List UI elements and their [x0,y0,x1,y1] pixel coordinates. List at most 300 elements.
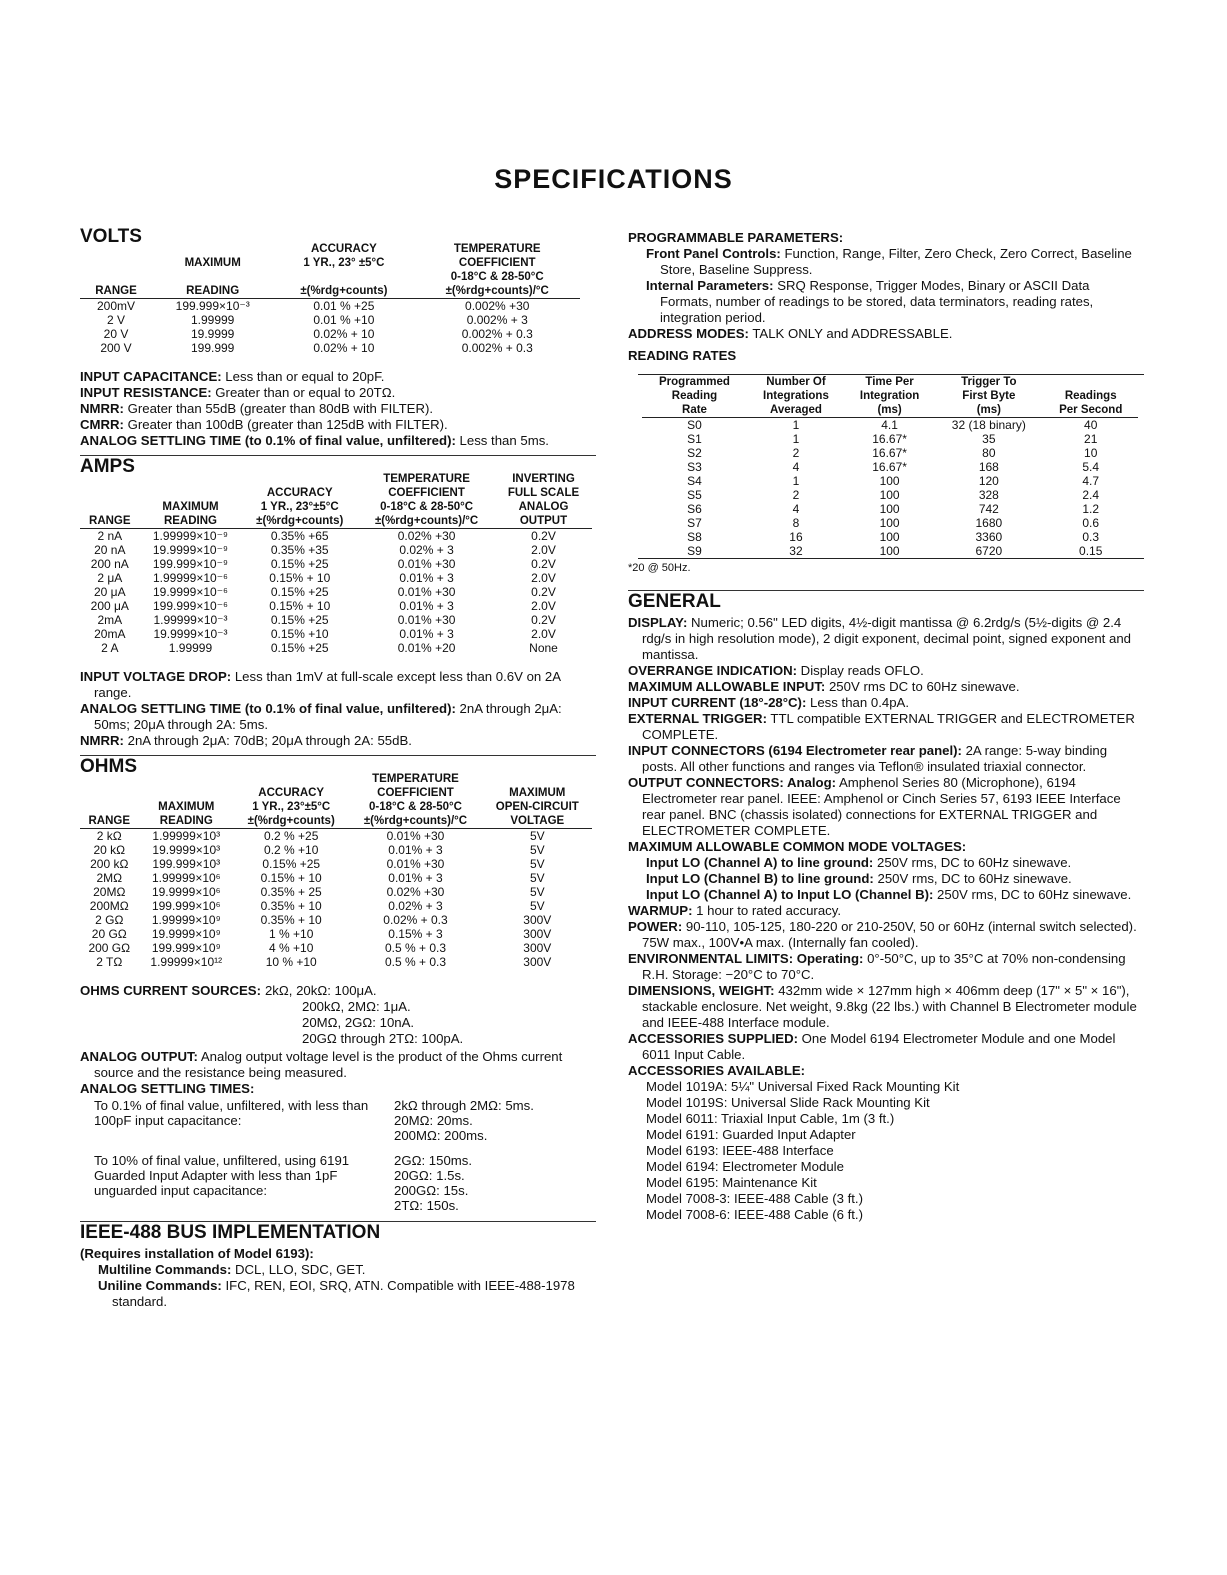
table-cell: 0.02% + 3 [399,543,454,557]
spec-item: INPUT CONNECTORS (6194 Electrometer rear panel): 2A range: 5-way binding posts. All other functions and ranges via Teflon® insulated triaxial connector. [628,743,1108,774]
list-item: Model 6195: Maintenance Kit [646,1175,817,1190]
table-cell: 20 kΩ [93,843,126,857]
table-cell: 1.2 [1082,502,1100,516]
table-cell: 3360 [975,530,1003,544]
spec-item: CMRR: Greater than 100dB (greater than 125dB with FILTER). [80,417,448,432]
table-cell: 1 [792,418,800,432]
th-acc1: ACCURACY [266,487,333,499]
table-cell: 4.1 [881,418,898,432]
table-cell: S5 [687,488,702,502]
table-cell: 100 [879,516,900,530]
table-cell: 200 GΩ [88,941,131,955]
table-cell: 2.0V [531,571,556,585]
spec-item: INPUT RESISTANCE: Greater than or equal to 20TΩ. [80,385,396,400]
table-cell: None [529,641,558,655]
th-tc1: TEMPERATURE [372,773,459,785]
table-cell: 0.15% + 3 [388,927,443,941]
left-column [80,226,596,1310]
table-cell: 100 [879,488,900,502]
table-cell: 1.99999 [168,641,213,655]
table-row [80,313,580,327]
list-item: Model 7008-3: IEEE-488 Cable (3 ft.) [646,1191,863,1206]
th-out3: ANALOG [518,501,569,513]
table-cell: 199.999×10⁹ [151,941,221,955]
table-cell: 100 [879,530,900,544]
th-acc2: 1 YR., 23°±5°C [260,501,339,513]
table-row [80,927,592,941]
spec-item: ANALOG OUTPUT: Analog output voltage level is the product of the Ohms current source and the resistance being measured. [80,1049,563,1080]
table-cell: 300V [523,913,552,927]
table-cell: 32 [789,544,803,558]
th-max2: READING [152,284,273,299]
table-cell: 0.01% + 3 [388,843,443,857]
cmv-heading: MAXIMUM ALLOWABLE COMMON MODE VOLTAGES: [628,839,967,854]
ohms-current-sources [80,983,596,1047]
table-cell: 0.002% + 0.3 [461,341,533,355]
table-cell: 0.01% + 3 [388,871,443,885]
spec-item: Uniline Commands: IFC, REN, EOI, SRQ, ATN. Compatible with IEEE-488-1978 standard. [98,1278,575,1309]
table-cell: 1.99999×10⁶ [151,871,221,885]
table-row [80,327,580,341]
th-tc3: 0-18°C & 28-50°C [450,271,544,283]
table-cell: 2 A [101,641,119,655]
table-row [642,544,1138,558]
table-cell: 100 [879,474,900,488]
spec-item: WARMUP: 1 hour to rated accuracy. [628,903,842,918]
th-out1: INVERTING [512,473,575,485]
table-cell: 2MΩ [96,871,123,885]
table-cell: 2 μA [97,571,123,585]
spec-item: INPUT CAPACITANCE: Less than or equal to 20pF. [80,369,385,384]
table-cell: 0.15% + 10 [269,599,331,613]
th-max1: MAXIMUM [184,257,241,269]
th-tc2: COEFFICIENT [388,487,465,499]
th-max1: MAXIMUM [162,501,219,513]
table-row [80,843,592,857]
table-cell: 0.01% +20 [397,641,456,655]
table-cell: 120 [978,474,999,488]
table-cell: 1 % +10 [269,927,314,941]
table-cell: 0.15% +25 [270,557,329,571]
th-out1: MAXIMUM [509,787,566,799]
table-row [642,418,1138,433]
ohms-table [80,772,592,969]
table-cell: 19.9999 [190,327,235,341]
table-cell: 1.99999×10⁹ [151,913,221,927]
spec-item: NMRR: Greater than 55dB (greater than 80dB with FILTER). [80,401,434,416]
table-row [80,557,592,571]
reading-rates-note: *20 @ 50Hz. [628,562,691,574]
table-cell: 4 % +10 [269,941,314,955]
table-cell: 0.15 [1079,544,1103,558]
table-row [80,529,592,544]
th-trigger: Trigger To First Byte (ms) [934,375,1043,418]
settling-condition: To 0.1% of final value, unfiltered, with less than 100pF input capacitance: [94,1098,369,1128]
th-out2: OPEN-CIRCUIT [495,801,579,813]
th-out3: VOLTAGE [483,814,592,829]
th-tc3: 0-18°C & 28-50°C [380,501,474,513]
table-cell: 80 [982,446,996,460]
table-cell: 199.999×10⁻⁹ [152,557,229,571]
table-cell: 0.01% + 3 [399,571,454,585]
table-row [80,627,592,641]
table-cell: 0.2V [531,529,556,543]
table-row [80,885,592,899]
table-cell: 300V [523,955,552,969]
current-line: 200kΩ, 2MΩ: 1μA. [302,999,411,1014]
spec-item: ANALOG SETTLING TIME (to 0.1% of final value, unfiltered): Less than 5ms. [80,433,549,448]
table-cell: 0.01% +30 [386,829,445,843]
table-cell: 8 [792,516,800,530]
table-cell: 6720 [975,544,1003,558]
table-cell: 2.0V [531,543,556,557]
list-item: Model 1019S: Universal Slide Rack Mounting Kit [646,1095,930,1110]
table-cell: 0.3 [1082,530,1100,544]
th-acc1: ACCURACY [310,243,377,255]
right-column [628,230,1144,1223]
accessories-list [628,1079,1144,1223]
table-cell: 0.15% +25 [270,585,329,599]
table-cell: 0.35% + 10 [260,899,322,913]
table-cell: 0.002% +30 [465,299,530,313]
table-cell: 199.999×10⁻⁶ [152,599,228,613]
th-out4: OUTPUT [495,514,592,529]
th-max1: MAXIMUM [158,801,215,813]
table-row [80,857,592,871]
general-heading: GENERAL [628,591,721,612]
table-row [642,516,1138,530]
table-row [80,955,592,969]
th-acc2: 1 YR., 23° ±5°C [303,257,385,269]
table-cell: 5V [529,829,545,843]
table-cell: 5V [529,843,545,857]
table-row [80,829,592,844]
spec-item: DIMENSIONS, WEIGHT: 432mm wide × 127mm high × 406mm deep (17" × 5" × 16"), stackable enclosure. Net weight, 9.8kg (22 lbs.) with Channel B Electrometer module and IEEE-488 Interface module. [628,983,1137,1030]
th-tc4: ±(%rdg+counts)/°C [414,284,580,299]
table-row [80,941,592,955]
table-cell: 20 V [103,327,129,341]
table-cell: 19.9999×10³ [152,843,221,857]
table-row [80,571,592,585]
table-row [80,899,592,913]
table-cell: 0.01 % +10 [313,313,375,327]
table-cell: 5V [529,871,545,885]
spec-item: OUTPUT CONNECTORS: Analog: Amphenol Series 80 (Microphone), 6194 Electrometer rear panel. IEEE: Amphenol or Cinch Series 57, 6193 IEEE Interface rear panel. BNC (chassis isolated) connections for EXTERNAL TRIGGER and ELECTROMETER COMPLETE. [628,775,1121,838]
spec-item: ANALOG SETTLING TIME (to 0.1% of final value, unfiltered): 2nA through 2μA: 50ms; 20μA through 2A: 5ms. [80,701,562,732]
table-cell: 0.01% +30 [397,585,456,599]
table-cell: 200 μA [90,599,129,613]
table-cell: 16.67* [872,460,907,474]
table-row [80,543,592,557]
spec-item: ACCESSORIES SUPPLIED: One Model 6194 Electrometer Module and one Model 6011 Input Cable. [628,1031,1116,1062]
table-cell: 100 [879,502,900,516]
list-item: Model 7008-6: IEEE-488 Cable (6 ft.) [646,1207,863,1222]
table-cell: 0.2 % +10 [264,843,319,857]
th-acc2: 1 YR., 23°±5°C [252,801,331,813]
list-item: Model 6194: Electrometer Module [646,1159,844,1174]
table-cell: 0.15% +25 [270,641,329,655]
table-cell: 20 nA [94,543,126,557]
table-cell: 199.999 [190,341,235,355]
table-cell: 0.15% +10 [270,627,329,641]
table-cell: 200 nA [90,557,129,571]
settling-times [80,1098,596,1213]
table-cell: S7 [687,516,702,530]
table-cell: S0 [687,418,702,432]
table-cell: 0.5 % + 0.3 [384,941,446,955]
table-cell: 0.15% + 10 [260,871,322,885]
volts-table [80,242,580,355]
table-cell: 4 [792,460,800,474]
table-cell: 0.02% + 0.3 [383,913,448,927]
table-cell: 0.02% + 10 [313,327,375,341]
th-max2: READING [139,814,234,829]
table-cell: 19.9999×10⁶ [151,885,221,899]
th-range: RANGE [80,814,139,829]
table-cell: 0.01% + 3 [399,599,454,613]
spec-item: ENVIRONMENTAL LIMITS: Operating: 0°-50°C, up to 35°C at 70% non-condensing R.H. Storage: −20°C to 70°C. [628,951,1126,982]
table-cell: 1.99999×10¹² [150,955,223,969]
table-cell: 16.67* [872,432,907,446]
amps-section [80,455,596,749]
table-row [642,502,1138,516]
table-cell: 1680 [975,516,1003,530]
table-cell: 2 nA [97,529,123,543]
ohms-section [80,755,596,1213]
spec-item: ANALOG SETTLING TIMES: [80,1081,255,1096]
table-cell: 0.35% +35 [270,543,329,557]
th-tc1: TEMPERATURE [453,243,541,255]
table-cell: 199.999×10⁻³ [175,299,250,313]
table-cell: 0.01% +30 [397,557,456,571]
table-cell: 10 [1084,446,1098,460]
th-max2: READING [140,514,242,529]
th-acc1: ACCURACY [258,787,325,799]
settling-values: 2kΩ through 2MΩ: 5ms. 20MΩ: 20ms. 200MΩ: 200ms. [394,1098,534,1143]
table-cell: 200MΩ [89,899,129,913]
table-cell: 2 GΩ [95,913,124,927]
settling-condition: To 10% of final value, unfiltered, using 6191 Guarded Input Adapter with less than 1pF unguarded input capacitance: [94,1153,350,1198]
table-cell: 0.2 % +25 [264,829,319,843]
current-line: 20MΩ, 2GΩ: 10nA. [302,1015,415,1030]
table-cell: S4 [687,474,702,488]
spec-item: POWER: 90-110, 105-125, 180-220 or 210-250V, 50 or 60Hz (internal switch selected). 75W max., 100V•A max. (Internally fan cooled). [628,919,1137,950]
list-item: Model 6193: IEEE-488 Interface [646,1143,834,1158]
table-cell: 1.99999×10⁻⁶ [152,571,228,585]
table-row [80,913,592,927]
table-cell: 0.002% + 3 [466,313,528,327]
table-cell: S3 [687,460,702,474]
table-cell: 1.99999 [190,313,235,327]
th-acc3: ±(%rdg+counts) [273,284,414,299]
table-cell: 200 V [100,341,132,355]
th-acc3: ±(%rdg+counts) [241,514,358,529]
spec-item: DISPLAY: Numeric; 0.56" LED digits, 4½-digit mantissa @ 6.2rdg/s (5½-digits @ 2.4 rdg/s in high resolution mode), 2 digit exponent, decimal point, signed exponent and mantissa. [628,615,1131,662]
table-cell: 16 [789,530,803,544]
table-cell: 0.5 % + 0.3 [384,955,446,969]
th-integrations: Number Of Integrations Averaged [747,375,845,418]
table-cell: 2 TΩ [96,955,123,969]
table-cell: 100 [879,544,900,558]
table-cell: 20 GΩ [91,927,127,941]
table-cell: 19.9999×10⁻³ [153,627,228,641]
table-cell: 0.02% + 3 [388,899,443,913]
th-tc1: TEMPERATURE [383,473,470,485]
table-cell: 19.9999×10⁻⁶ [152,585,228,599]
table-cell: 19.9999×10⁹ [151,927,221,941]
table-cell: S1 [687,432,702,446]
table-cell: 199.999×10⁶ [151,899,221,913]
table-cell: 20mA [94,627,126,641]
table-cell: 35 [982,432,996,446]
table-cell: 328 [978,488,999,502]
table-cell: 5V [529,899,545,913]
page-title: SPECIFICATIONS [494,164,733,194]
table-cell: 0.35% + 25 [260,885,322,899]
list-item: Model 1019A: 5¼" Universal Fixed Rack Mounting Kit [646,1079,960,1094]
reading-rates-table [642,375,1138,558]
table-cell: 2.4 [1082,488,1100,502]
th-range: RANGE [80,284,152,299]
table-cell: 0.02% + 10 [313,341,375,355]
table-cell: 0.2V [531,613,556,627]
table-cell: 300V [523,941,552,955]
table-cell: 10 % +10 [265,955,317,969]
table-cell: 1 [792,432,800,446]
table-cell: 32 (18 binary) [951,418,1026,432]
table-row [80,613,592,627]
table-cell: 0.6 [1082,516,1100,530]
volts-heading: VOLTS [80,226,142,247]
table-cell: 0.15% + 10 [269,571,331,585]
th-readings: Readings Per Second [1043,375,1138,418]
table-row [80,585,592,599]
spec-item: Input LO (Channel A) to Input LO (Channel B): 250V rms, DC to 60Hz sinewave. [646,887,1132,902]
table-cell: 0.35% + 10 [260,913,322,927]
table-cell: 4.7 [1082,474,1100,488]
table-cell: 5V [529,885,545,899]
table-cell: S8 [687,530,702,544]
table-cell: 40 [1084,418,1098,432]
spec-item: OVERRANGE INDICATION: Display reads OFLO. [628,663,924,678]
reading-rates-heading: READING RATES [628,348,737,363]
table-row [642,474,1138,488]
table-cell: 1.99999×10⁻³ [153,613,228,627]
th-tc2: COEFFICIENT [458,257,536,269]
th-out2: FULL SCALE [507,487,580,499]
table-cell: 20 μA [93,585,126,599]
table-cell: 21 [1084,432,1098,446]
list-item: Model 6191: Guarded Input Adapter [646,1127,856,1142]
table-cell: 200 kΩ [90,857,129,871]
table-row [642,446,1138,460]
table-cell: 2 V [107,313,126,327]
table-cell: S6 [687,502,702,516]
current-line: 2kΩ, 20kΩ: 100μA. [264,983,377,998]
table-cell: 2mA [97,613,123,627]
table-cell: 0.35% +65 [270,529,329,543]
table-cell: 0.01% + 3 [399,627,454,641]
spec-item: Internal Parameters: SRQ Response, Trigger Modes, Binary or ASCII Data Formats, number of readings to be stored, data terminators, reading rates, integration period. [646,278,1094,325]
ieee-heading: IEEE-488 BUS IMPLEMENTATION [80,1222,381,1243]
table-cell: 5V [529,857,545,871]
table-cell: S9 [687,544,702,558]
table-cell: 0.2V [531,585,556,599]
table-row [80,341,580,355]
table-cell: 0.15% +25 [262,857,321,871]
table-cell: 1.99999×10⁻⁹ [152,529,229,543]
general-section [628,590,1144,1223]
table-row [642,432,1138,446]
spec-item: Input LO (Channel B) to line ground: 250V rms, DC to 60Hz sinewave. [646,871,1072,886]
table-row [642,530,1138,544]
table-cell: 2 [792,488,800,502]
programmable-heading: PROGRAMMABLE PARAMETERS: [628,230,844,245]
th-range: RANGE [80,514,140,529]
table-cell: 0.02% +30 [386,885,445,899]
table-cell: 1.99999×10³ [152,829,221,843]
spec-item: Front Panel Controls: Function, Range, Filter, Zero Check, Zero Correct, Baseline Store, Baseline Suppress. [646,246,1132,277]
settling-values: 2GΩ: 150ms. 20GΩ: 1.5s. 200GΩ: 15s. 2TΩ: 150s. [394,1153,473,1213]
spec-item: Input LO (Channel A) to line ground: 250V rms, DC to 60Hz sinewave. [646,855,1072,870]
current-label: OHMS CURRENT SOURCES: [80,983,261,998]
table-cell: 168 [978,460,999,474]
accessories-heading: ACCESSORIES AVAILABLE: [628,1063,806,1078]
spec-item: ADDRESS MODES: TALK ONLY and ADDRESSABLE. [628,326,953,341]
table-cell: 1 [792,474,800,488]
th-tc4: ±(%rdg+counts)/°C [358,514,495,529]
spec-item: Multiline Commands: DCL, LLO, SDC, GET. [98,1262,366,1277]
current-line: 20GΩ through 2TΩ: 100pA. [302,1031,464,1046]
table-cell: 4 [792,502,800,516]
table-cell: S2 [687,446,702,460]
ieee-requires: (Requires installation of Model 6193): [80,1246,314,1261]
volts-section [80,226,596,449]
spec-item: EXTERNAL TRIGGER: TTL compatible EXTERNAL TRIGGER and ELECTROMETER COMPLETE. [628,711,1135,742]
table-cell: 200mV [96,299,136,313]
table-row [642,460,1138,474]
table-cell: 20MΩ [93,885,126,899]
table-cell: 0.002% + 0.3 [461,327,533,341]
table-cell: 0.01 % +25 [313,299,375,313]
spec-item: MAXIMUM ALLOWABLE INPUT: 250V rms DC to 60Hz sinewave. [628,679,1020,694]
table-cell: 0.01% +30 [397,613,456,627]
table-cell: 0.02% +30 [397,529,456,543]
spec-item: INPUT VOLTAGE DROP: Less than 1mV at full-scale except less than 0.6V on 2A range. [80,669,561,700]
table-row [80,641,592,655]
table-cell: 19.9999×10⁻⁹ [152,543,229,557]
table-row [80,599,592,613]
table-cell: 0.15% +25 [270,613,329,627]
spec-item: INPUT CURRENT (18°-28°C): Less than 0.4pA. [628,695,909,710]
table-cell: 199.999×10³ [152,857,221,871]
table-cell: 16.67* [872,446,907,460]
th-tc3: 0-18°C & 28-50°C [369,801,462,813]
table-row [642,488,1138,502]
th-time: Time Per Integration (ms) [845,375,934,418]
spec-item: NMRR: 2nA through 2μA: 70dB; 20μA through 2A: 55dB. [80,733,412,748]
table-row [80,871,592,885]
th-rate: Programmed Reading Rate [642,375,747,418]
table-row [80,299,580,314]
table-cell: 2.0V [531,599,556,613]
table-cell: 2 kΩ [96,829,122,843]
amps-table [80,472,592,655]
table-cell: 5.4 [1082,460,1100,474]
list-item: Model 6011: Triaxial Input Cable, 1m (3 ft.) [646,1111,895,1126]
table-cell: 300V [523,927,552,941]
table-cell: 2 [792,446,800,460]
